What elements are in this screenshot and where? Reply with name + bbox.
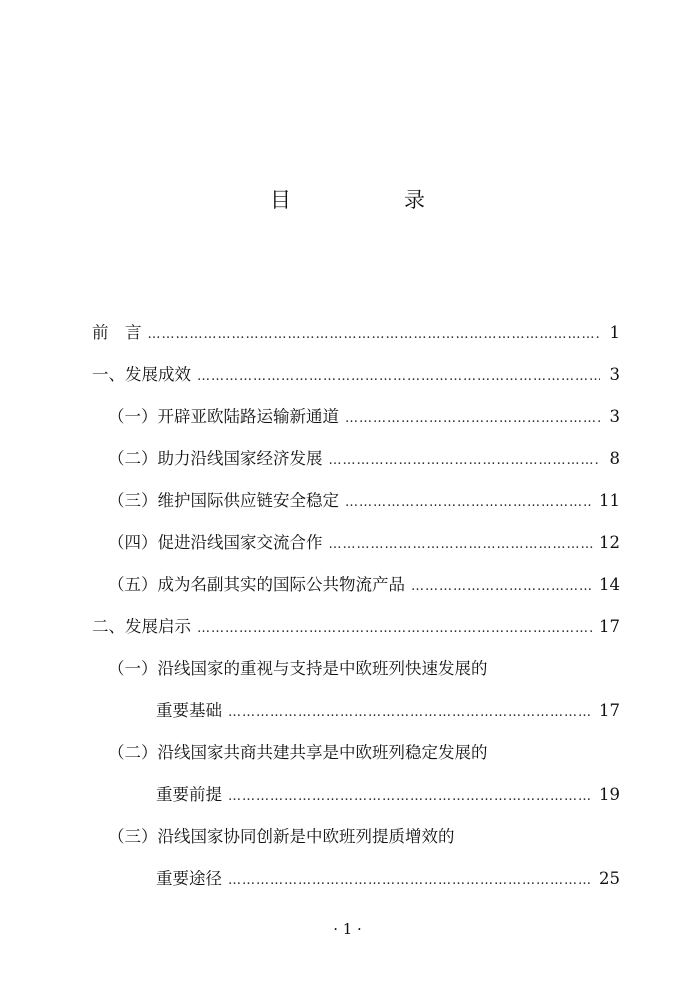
toc-entry-page: 3 (609, 365, 620, 384)
toc-entry-page: 12 (599, 533, 620, 552)
toc-entry[interactable] (92, 528, 620, 570)
toc-entry-page: 17 (599, 701, 620, 720)
toc-entry[interactable] (92, 696, 620, 738)
leader-dots (345, 404, 600, 434)
toc-entry-label: 前 言 (92, 323, 142, 342)
toc-entry-label: （三）维护国际供应链安全稳定 (108, 491, 339, 510)
toc-entry-page: 25 (599, 869, 620, 888)
page-number-footer: · 1 · (333, 920, 362, 938)
leader-dots (345, 488, 593, 518)
toc-entry-label: （四）促进沿线国家交流合作 (108, 533, 323, 552)
toc-entry[interactable] (92, 570, 620, 612)
toc-entry[interactable] (92, 654, 620, 696)
toc-entry-label: 重要途径 (156, 869, 222, 888)
toc-entry-page: 8 (609, 449, 620, 468)
toc-entry-page: 11 (599, 491, 620, 510)
toc-entry[interactable] (92, 738, 620, 780)
table-of-contents (92, 318, 620, 906)
toc-entry[interactable] (92, 318, 620, 360)
toc-entry-label: 一、发展成效 (92, 365, 191, 384)
toc-entry-label: （三）沿线国家协同创新是中欧班列提质增效的 (108, 827, 455, 846)
toc-entry-page: 3 (609, 407, 620, 426)
toc-entry-label: （一）开辟亚欧陆路运输新通道 (108, 407, 339, 426)
leader-dots (197, 614, 593, 644)
toc-entry-label: （二）沿线国家共商共建共享是中欧班列稳定发展的 (108, 743, 488, 762)
toc-entry[interactable] (92, 864, 620, 906)
leader-dots (411, 572, 593, 602)
toc-entry-page: 1 (609, 323, 620, 342)
leader-dots (148, 320, 601, 350)
page-title: 目 录 (270, 188, 471, 212)
toc-entry[interactable] (92, 402, 620, 444)
toc-entry[interactable] (92, 360, 620, 402)
leader-dots (228, 698, 593, 728)
leader-dots (228, 782, 593, 812)
toc-entry-label: （五）成为名副其实的国际公共物流产品 (108, 575, 405, 594)
toc-entry-page: 14 (599, 575, 620, 594)
toc-entry-label: （二）助力沿线国家经济发展 (108, 449, 323, 468)
toc-entry-label: （一）沿线国家的重视与支持是中欧班列快速发展的 (108, 659, 488, 678)
leader-dots (197, 362, 600, 392)
toc-entry-label: 二、发展启示 (92, 617, 191, 636)
toc-entry[interactable] (92, 486, 620, 528)
toc-entry-page: 19 (599, 785, 620, 804)
toc-entry-label: 重要基础 (156, 701, 222, 720)
leader-dots (329, 530, 594, 560)
toc-entry[interactable] (92, 780, 620, 822)
leader-dots (329, 446, 601, 476)
toc-entry[interactable] (92, 612, 620, 654)
leader-dots (228, 866, 593, 896)
toc-entry[interactable] (92, 822, 620, 864)
toc-entry-label: 重要前提 (156, 785, 222, 804)
toc-entry[interactable] (92, 444, 620, 486)
toc-entry-page: 17 (599, 617, 620, 636)
